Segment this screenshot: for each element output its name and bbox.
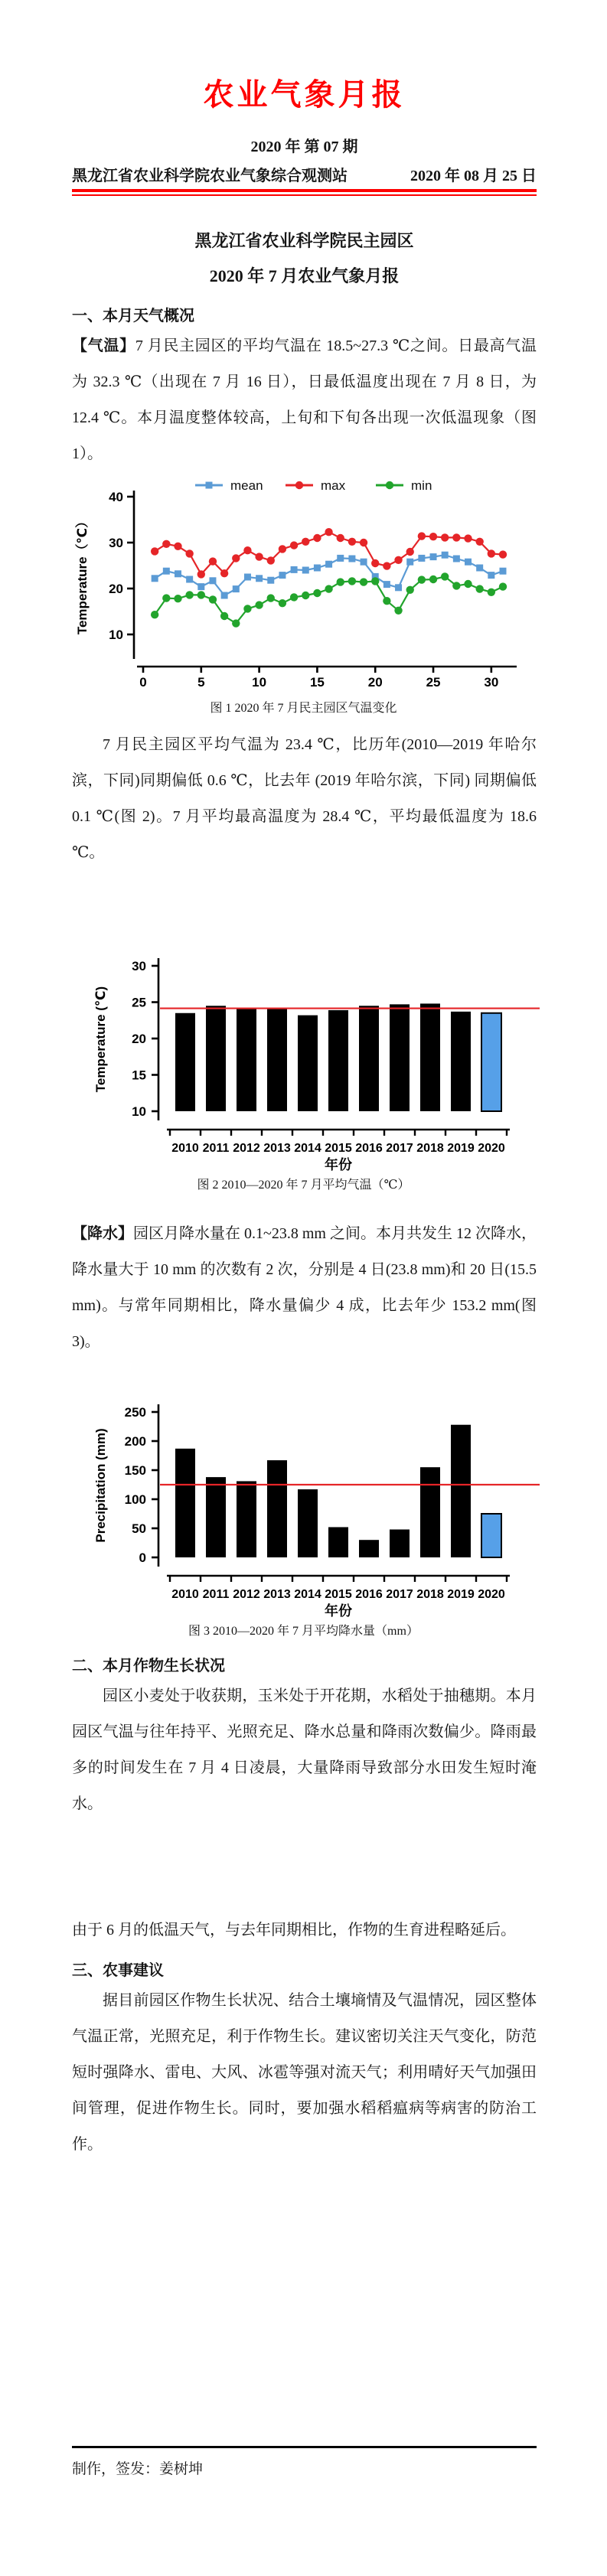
svg-text:2016: 2016 (354, 1142, 383, 1155)
precipitation-paragraph (72, 1216, 537, 1360)
svg-text:20: 20 (367, 675, 383, 690)
svg-text:2017: 2017 (385, 1588, 413, 1601)
svg-text:2017: 2017 (385, 1142, 413, 1155)
svg-text:2012: 2012 (232, 1142, 260, 1155)
svg-text:Temperature（℃）: Temperature（℃） (74, 514, 90, 635)
svg-text:20: 20 (131, 1032, 146, 1046)
footer-divider (72, 2446, 537, 2448)
credit-line: 制作，签发：姜树坤 (72, 2461, 204, 2477)
svg-text:2011: 2011 (202, 1142, 229, 1155)
issue-line: 2020 年 第 07 期 (250, 139, 358, 155)
figure1-caption: 图 1 2020 年 7 月民主园区气温变化 (210, 702, 397, 715)
crop-status-paragraph: 园区小麦处于收获期，玉米处于开花期，水稻处于抽穗期。本月园区气温与往年持平、光照充足、降水总量和降雨次数偏少。降雨最多的时间发生在 7 月 4 日凌晨，大量降雨导致部分水田发生短时淹水。 (72, 1687, 537, 1812)
svg-text:2010: 2010 (171, 1588, 199, 1601)
monthly-mean-paragraph: 7 月民主园区平均气温为 23.4 ℃，比历年(2010—2019 年哈尔滨，下同)同期偏低 0.6 ℃，比去年 (2019 年哈尔滨，下同) 同期偏低 0.1 ℃(图 2)。7 月平均最高温度为 28.4 ℃，平均最低温度为 18.6 ℃。 (72, 736, 537, 861)
july-mean-temperature-bar-chart (44, 935, 564, 1172)
svg-text:2018: 2018 (416, 1588, 444, 1601)
section1-heading: 一、本月天气概况 (72, 308, 194, 324)
svg-text:2015: 2015 (324, 1142, 352, 1155)
temperature-paragraph (72, 328, 537, 472)
temperature-text: 7 月民主园区的平均气温在 18.5~27.3 ℃之间。日最高气温为 32.3 ℃（出现在 7 月 16 日），日最低温度出现在 7 月 8 日，为 12.4 ℃。本月温度整体较高，上旬和下旬各出现一次低温现象（图 1）。 (72, 337, 537, 462)
svg-text:min: min (410, 478, 432, 493)
svg-text:150: 150 (124, 1463, 146, 1478)
svg-text:10: 10 (131, 1104, 146, 1119)
svg-text:mean: mean (230, 478, 263, 493)
svg-text:250: 250 (124, 1405, 146, 1420)
svg-text:30: 30 (483, 675, 498, 690)
svg-text:30: 30 (108, 536, 123, 550)
svg-text:2020: 2020 (477, 1588, 505, 1601)
station-name: 黑龙江省农业科学院农业气象综合观测站 (72, 168, 348, 184)
figure2 (0, 935, 607, 1195)
svg-text:40: 40 (108, 490, 123, 504)
section3-heading: 三、农事建议 (72, 1962, 164, 1979)
document-title-line2: 2020 年 7 月农业气象月报 (209, 266, 400, 285)
svg-text:5: 5 (197, 675, 205, 690)
growth-delay-note: 由于 6 月的低温天气，与去年同期相比，作物的生育进程略延后。 (72, 1922, 516, 1939)
svg-text:2016: 2016 (354, 1588, 383, 1601)
figure3-caption: 图 3 2010—2020 年 7 月平均降水量（mm） (188, 1625, 419, 1638)
svg-text:2015: 2015 (324, 1588, 352, 1601)
masthead-divider (72, 189, 537, 196)
svg-text:2013: 2013 (263, 1142, 291, 1155)
report-content (0, 70, 607, 2163)
svg-text:2014: 2014 (293, 1142, 321, 1155)
svg-text:10: 10 (251, 675, 266, 690)
svg-text:2019: 2019 (446, 1588, 475, 1601)
svg-text:2011: 2011 (202, 1588, 229, 1601)
svg-text:Temperature (℃): Temperature (℃) (93, 986, 108, 1093)
svg-text:25: 25 (131, 995, 146, 1010)
svg-text:2012: 2012 (232, 1588, 260, 1601)
svg-text:年份: 年份 (324, 1157, 352, 1172)
svg-text:0: 0 (139, 675, 147, 690)
svg-text:100: 100 (124, 1492, 146, 1507)
svg-text:15: 15 (309, 675, 325, 690)
svg-text:年份: 年份 (324, 1603, 352, 1619)
svg-text:max: max (320, 478, 345, 493)
svg-text:0: 0 (139, 1550, 146, 1565)
svg-text:Precipitation (mm): Precipitation (mm) (93, 1428, 108, 1543)
document-title-line1: 黑龙江省农业科学院民主园区 (194, 231, 414, 250)
july-precipitation-bar-chart (44, 1381, 564, 1619)
svg-text:200: 200 (124, 1434, 146, 1449)
figure2-caption: 图 2 2010—2020 年 7 月平均气温（℃） (197, 1179, 410, 1192)
svg-text:2018: 2018 (416, 1142, 444, 1155)
svg-text:15: 15 (131, 1068, 146, 1083)
precipitation-text: 园区月降水量在 0.1~23.8 mm 之间。本月共发生 12 次降水，降水量大于 10 mm 的次数有 2 次，分别是 4 日(23.8 mm)和 20 日(15.5 mm)。与常年同期相比，降水量偏少 4 成，比去年少 153.2 mm(图 3)。 (72, 1225, 537, 1350)
footer (72, 2446, 537, 2478)
svg-text:10: 10 (108, 628, 123, 642)
section2-heading: 二、本月作物生长状况 (72, 1658, 225, 1674)
report-title: 农业气象月报 (203, 77, 406, 112)
svg-text:2013: 2013 (263, 1588, 291, 1601)
svg-text:20: 20 (108, 582, 123, 596)
svg-text:2020: 2020 (477, 1142, 505, 1155)
svg-text:25: 25 (426, 675, 440, 690)
svg-text:50: 50 (131, 1521, 146, 1536)
svg-text:2010: 2010 (171, 1142, 199, 1155)
figure3 (0, 1381, 607, 1641)
daily-temperature-line-chart (67, 474, 541, 696)
svg-text:2014: 2014 (293, 1588, 321, 1601)
precipitation-label: 【降水】 (72, 1225, 134, 1242)
temperature-label: 【气温】 (72, 337, 135, 354)
figure1 (0, 474, 607, 718)
masthead-row (72, 163, 537, 185)
svg-text:2019: 2019 (446, 1142, 475, 1155)
advice-paragraph: 据目前园区作物生长状况、结合土壤墒情及气温情况，园区整体气温正常，光照充足，利于作物生长。建议密切关注天气变化，防范短时强降水、雷电、大风、冰雹等强对流天气；利用晴好天气加强田间管理，促进作物生长。同时，要加强水稻稻瘟病等病害的防治工作。 (72, 1992, 537, 2153)
publish-date: 2020 年 08 月 25 日 (410, 168, 537, 184)
svg-text:30: 30 (131, 959, 146, 973)
